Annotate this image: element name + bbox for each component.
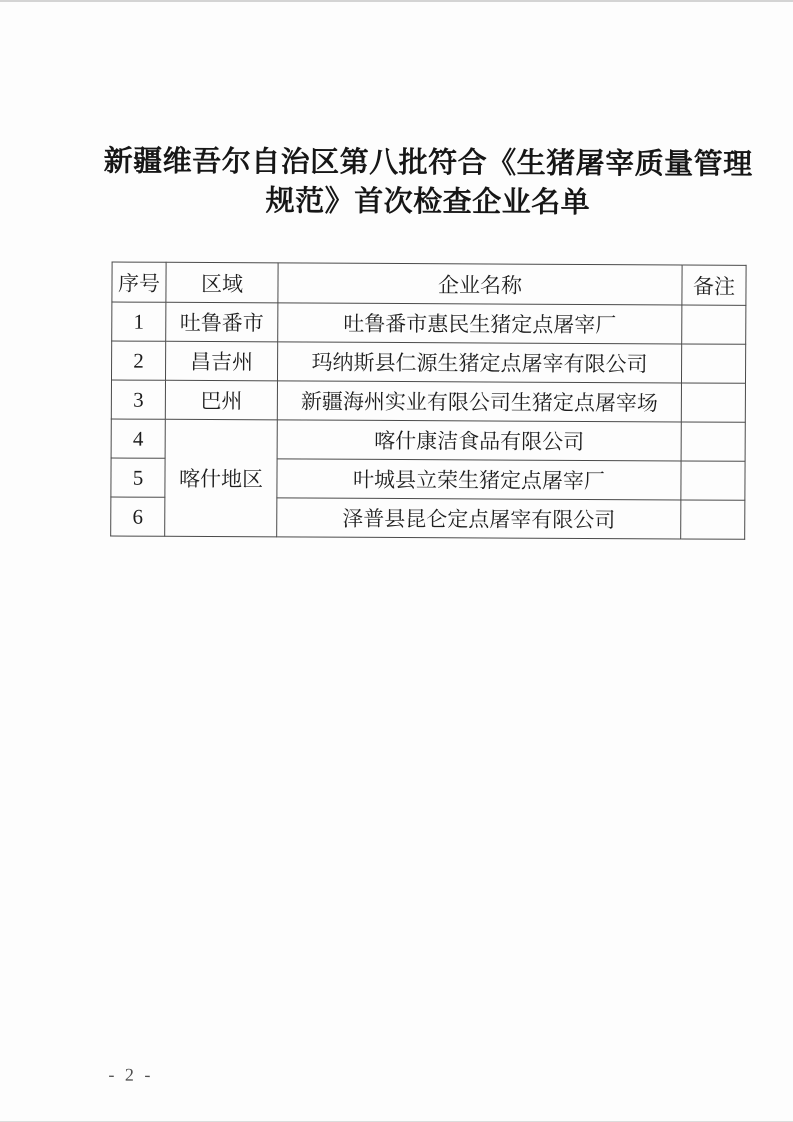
company-name-cell: 玛纳斯县仁源生猪定点屠宰有限公司 xyxy=(277,342,681,383)
company-name-cell: 叶城县立荣生猪定点屠宰厂 xyxy=(277,459,681,500)
remarks-cell xyxy=(681,500,745,539)
region-cell-merged: 喀什地区 xyxy=(165,419,278,537)
serial-number-cell: 6 xyxy=(111,497,165,536)
header-region: 区域 xyxy=(166,262,278,303)
remarks-cell xyxy=(681,344,745,383)
remarks-cell xyxy=(681,461,745,500)
company-name-cell: 泽普县昆仑定点屠宰有限公司 xyxy=(277,498,681,539)
header-company-name: 企业名称 xyxy=(278,263,682,305)
table-header-row xyxy=(112,262,746,305)
remarks-cell xyxy=(681,383,745,422)
title-line-1: 新疆维吾尔自治区第八批符合《生猪屠宰质量管理 xyxy=(103,145,753,181)
page-number: - 2 - xyxy=(108,1064,154,1085)
region-cell: 昌吉州 xyxy=(165,341,277,381)
remarks-cell xyxy=(681,422,745,461)
company-name-cell: 吐鲁番市惠民生猪定点屠宰厂 xyxy=(278,303,682,344)
table-row xyxy=(111,341,745,383)
serial-number-cell: 3 xyxy=(111,380,165,419)
header-serial-number: 序号 xyxy=(112,262,166,302)
table-row xyxy=(111,380,745,422)
region-cell: 巴州 xyxy=(165,380,277,420)
remarks-cell xyxy=(682,305,746,344)
header-remarks: 备注 xyxy=(682,265,746,305)
serial-number-cell: 4 xyxy=(111,419,165,458)
table-row xyxy=(112,302,746,344)
serial-number-cell: 1 xyxy=(112,302,166,341)
table-row xyxy=(111,419,745,461)
document-title xyxy=(47,142,793,224)
company-name-cell: 喀什康洁食品有限公司 xyxy=(277,420,681,461)
region-cell: 吐鲁番市 xyxy=(166,302,278,342)
serial-number-cell: 5 xyxy=(111,458,165,497)
title-line-2: 规范》首次检查企业名单 xyxy=(265,185,591,219)
serial-number-cell: 2 xyxy=(111,341,165,380)
enterprise-table xyxy=(110,261,746,539)
company-name-cell: 新疆海州实业有限公司生猪定点屠宰场 xyxy=(277,381,681,422)
